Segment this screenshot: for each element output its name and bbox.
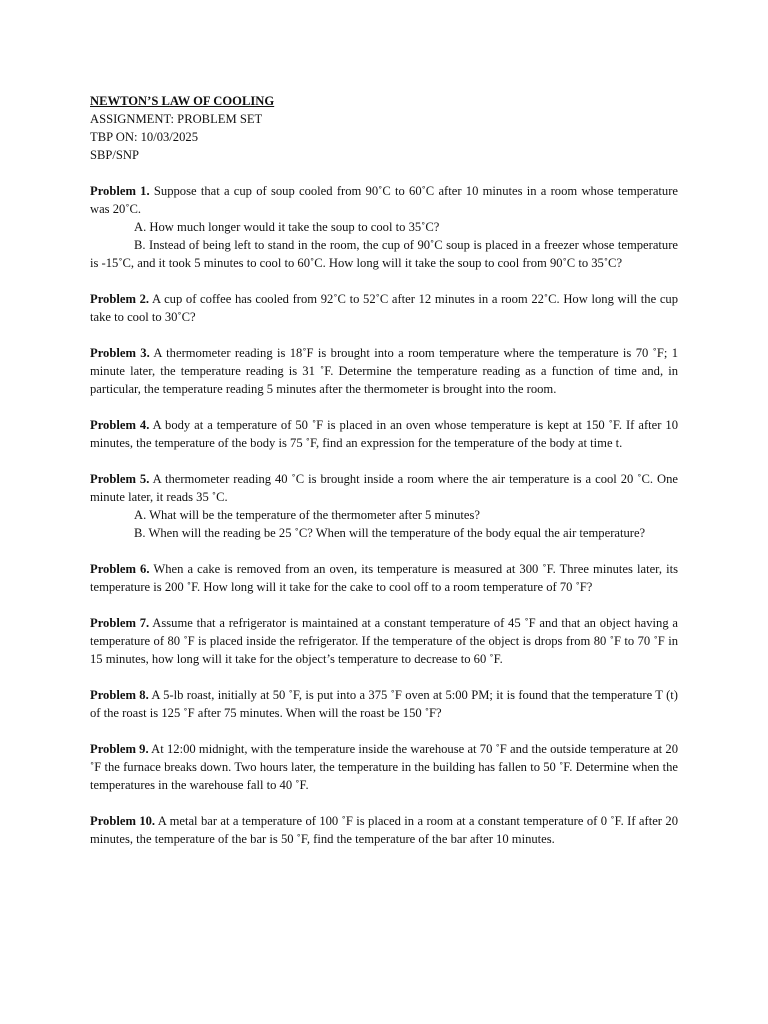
problem-statement	[90, 470, 678, 506]
problem-statement	[90, 560, 678, 596]
problem-statement	[90, 182, 678, 218]
problem-part: B. Instead of being left to stand in the room, the cup of 90˚C soup is placed in a freezer whose temperature is -15˚C, and it took 5 minutes to cool to 60˚C. How long will it take the soup to cool from 90˚C to 35˚C?	[90, 238, 678, 270]
problem-label: Problem 4.	[90, 418, 150, 432]
problem-statement	[90, 812, 678, 848]
problem-statement	[90, 344, 678, 398]
problem-8	[90, 686, 678, 722]
problem-text: A cup of coffee has cooled from 92˚C to 52˚C after 12 minutes in a room 22˚C. How long will the cup take to cool to 30˚C?	[90, 292, 678, 324]
problem-statement	[90, 290, 678, 326]
problem-text: A thermometer reading is 18˚F is brought into a room temperature where the temperature is 70 ˚F; 1 minute later, the temperature reading is 31 ˚F. Determine the temperature reading as a function of time and, in particular, the temperature reading 5 minutes after the thermometer is brought into the room.	[90, 346, 679, 396]
problem-text: Suppose that a cup of soup cooled from 90˚C to 60˚C after 10 minutes in a room whose temperature was 20˚C.	[90, 184, 679, 216]
problem-label: Problem 10.	[90, 814, 156, 828]
problem-label: Problem 1.	[90, 184, 150, 198]
problem-10	[90, 812, 678, 848]
problem-4	[90, 416, 678, 452]
problem-statement	[90, 416, 678, 452]
problem-label: Problem 3.	[90, 346, 150, 360]
problem-3	[90, 344, 678, 398]
tbp-date-line: TBP ON: 10/03/2025	[90, 130, 198, 144]
document-title: NEWTON’S LAW OF COOLING	[90, 94, 275, 108]
problem-5	[90, 470, 678, 542]
problem-2	[90, 290, 678, 326]
problem-statement	[90, 614, 678, 668]
problem-statement	[90, 740, 678, 794]
problem-label: Problem 7.	[90, 616, 150, 630]
problem-text: A body at a temperature of 50 ˚F is placed in an oven whose temperature is kept at 150 ˚F. If after 10 minutes, the temperature of the body is 75 ˚F, find an expression for the temperature of the body at time t.	[90, 418, 678, 450]
problem-9	[90, 740, 678, 794]
problem-1	[90, 182, 678, 272]
problem-label: Problem 6.	[90, 562, 150, 576]
problem-text: A 5-lb roast, initially at 50 ˚F, is put into a 375 ˚F oven at 5:00 PM; it is found that the temperature T (t) of the roast is 125 ˚F after 75 minutes. When will the roast be 150 ˚F?	[90, 688, 678, 720]
problem-text: A metal bar at a temperature of 100 ˚F is placed in a room at a constant temperature of 0 ˚F. If after 20 minutes, the temperature of the bar is 50 ˚F, find the temperature of the bar after 10 minutes.	[90, 814, 678, 846]
problem-part: B. When will the reading be 25 ˚C? When will the temperature of the body equal the air temperature?	[134, 526, 646, 540]
problem-label: Problem 2.	[90, 292, 150, 306]
problem-label: Problem 5.	[90, 472, 150, 486]
problem-text: A thermometer reading 40 ˚C is brought inside a room where the air temperature is a cool 20 ˚C. One minute later, it reads 35 ˚C.	[90, 472, 678, 504]
problem-text: At 12:00 midnight, with the temperature inside the warehouse at 70 ˚F and the outside temperature at 20 ˚F the furnace breaks down. Two hours later, the temperature in the building has fallen to 50 ˚F. Determine when the temperatures in the warehouse fall to 40 ˚F.	[90, 742, 678, 792]
problem-7	[90, 614, 678, 668]
problem-label: Problem 8.	[90, 688, 149, 702]
problem-6	[90, 560, 678, 596]
assignment-line: ASSIGNMENT: PROBLEM SET	[90, 112, 263, 126]
problem-part: A. What will be the temperature of the thermometer after 5 minutes?	[134, 508, 480, 522]
problem-part: A. How much longer would it take the soup to cool to 35˚C?	[134, 220, 440, 234]
problem-text: Assume that a refrigerator is maintained at a constant temperature of 45 ˚F and that an object having a temperature of 80 ˚F is placed inside the refrigerator. If the temperature of the object is drops from 80 ˚F to 70 ˚F in 15 minutes, how long will it take for the object’s temperature to decrease to 60 ˚F.	[90, 616, 679, 666]
document-header	[90, 92, 678, 164]
problem-statement	[90, 686, 678, 722]
problem-text: When a cake is removed from an oven, its temperature is measured at 300 ˚F. Three minutes later, its temperature is 200 ˚F. How long will it take for the cake to cool off to a room temperature of 70 ˚F?	[90, 562, 678, 594]
problem-label: Problem 9.	[90, 742, 149, 756]
section-code-line: SBP/SNP	[90, 148, 140, 162]
document-body	[90, 92, 678, 848]
